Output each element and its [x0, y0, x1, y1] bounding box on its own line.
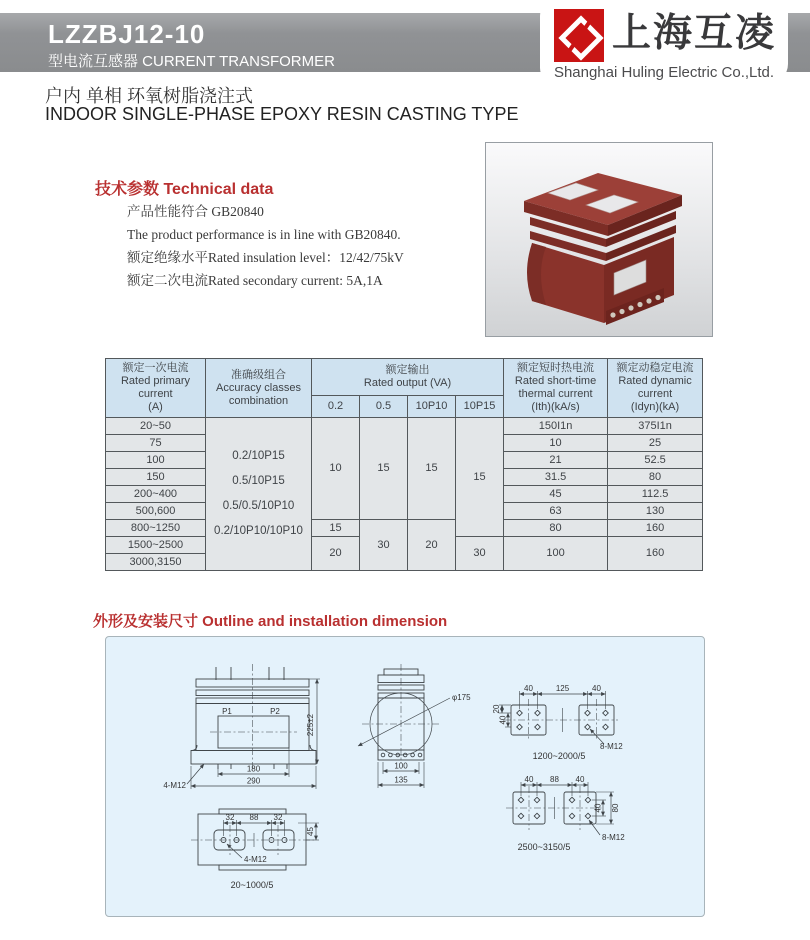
thermal-cell: 150I1n	[504, 418, 608, 435]
tech-line: The product performance is in line with GB20840.	[127, 227, 401, 242]
dynamic-cell: 130	[608, 503, 703, 520]
thermal-cell: 80	[504, 520, 608, 537]
accuracy-line: 0.5/10P15	[232, 475, 285, 487]
col-accuracy-cn: 准确级组合	[231, 368, 286, 381]
subcol-10p15: 10P15	[456, 395, 504, 417]
table-row	[106, 418, 703, 435]
output-10p10-cell: 15	[408, 418, 456, 520]
subcol-02: 0.2	[312, 395, 360, 417]
col-accuracy-en: Accuracy classes combination	[216, 381, 301, 407]
col-dynamic-header	[608, 359, 703, 418]
output-02-cell: 20	[312, 537, 360, 571]
dynamic-cell: 112.5	[608, 486, 703, 503]
model-title: LZZBJ12-10	[48, 19, 206, 49]
mount-c-dim3: 32	[273, 813, 283, 822]
col-thermal-en: Rated short-time thermal current	[514, 375, 597, 400]
col-thermal-cn: 额定短时热电流	[517, 362, 595, 374]
dynamic-cell: 52.5	[608, 452, 703, 469]
thermal-cell: 31.5	[504, 469, 608, 486]
output-05-cell: 15	[360, 418, 408, 520]
col-dynamic-cn: 额定动稳定电流	[616, 362, 694, 374]
col-output-header	[312, 359, 504, 396]
col-dynamic-en: Rated dynamic current	[618, 375, 692, 400]
output-10p10-cell: 20	[408, 520, 456, 571]
thermal-cell: 10	[504, 435, 608, 452]
spec-table	[105, 358, 703, 571]
accuracy-line: 0.5/0.5/10P10	[222, 500, 295, 512]
model-subtitle: 型电流互感器 CURRENT TRANSFORMER	[48, 53, 335, 70]
outline-drawing-panel	[105, 636, 705, 917]
col-primary-header	[106, 359, 206, 418]
terminal-p2-label: P2	[270, 707, 280, 716]
mount-a-bolt-label: 8-M12	[600, 742, 623, 751]
mount-a-dim3: 40	[592, 684, 601, 693]
intro-line-en: INDOOR SINGLE-PHASE EPOXY RESIN CASTING TYPE	[45, 104, 519, 124]
mount-a-dim1: 40	[524, 684, 533, 693]
primary-cell: 20~50	[106, 418, 206, 435]
col-thermal-header	[504, 359, 608, 418]
output-02-cell: 10	[312, 418, 360, 520]
huling-diamond-logo-icon	[554, 9, 604, 62]
mount-c-dimv: 45	[306, 827, 315, 836]
primary-cell: 500,600	[106, 503, 206, 520]
output-10p15-cell: 15	[456, 418, 504, 537]
bolt-4m12-front-label: 4-M12	[163, 781, 186, 790]
col-accuracy-header	[206, 359, 312, 418]
terminal-p1-label: P1	[222, 707, 232, 716]
tech-line: 额定二次电流Rated secondary current: 5A,1A	[127, 273, 383, 288]
primary-cell: 75	[106, 435, 206, 452]
dim-diameter-label: φ175	[452, 693, 471, 702]
accuracy-line: 0.2/10P15	[232, 450, 285, 462]
dynamic-cell: 160	[608, 520, 703, 537]
dynamic-cell: 80	[608, 469, 703, 486]
table-row	[106, 520, 703, 537]
dim-290-label: 290	[246, 776, 261, 786]
col-dynamic-unit: (Idyn)(kA)	[630, 401, 680, 413]
mount-b-dim1: 40	[524, 775, 534, 784]
mount-c-dim1: 32	[225, 813, 235, 822]
col-primary-unit: (A)	[148, 401, 163, 413]
dim-height-label: 225±2	[306, 713, 315, 737]
output-05-cell: 30	[360, 520, 408, 571]
primary-cell: 150	[106, 469, 206, 486]
table-header-row	[106, 359, 703, 396]
col-output-en: Rated output (VA)	[363, 376, 452, 389]
mount-c-caption: 20~1000/5	[230, 880, 274, 890]
mount-c-bolt-label: 4-M12	[244, 855, 267, 864]
mount-b-dim2: 88	[550, 775, 559, 784]
brand-name-cn: 上海互凌	[612, 12, 777, 55]
mount-a-dim2: 125	[555, 684, 570, 693]
mount-b-bolt-label: 8-M12	[602, 833, 625, 842]
mount-b-dimv1: 40	[593, 803, 603, 813]
mount-b-dimv2: 80	[611, 803, 620, 813]
output-10p15-cell: 30	[456, 537, 504, 571]
col-thermal-unit: (Ith)(kA/s)	[531, 401, 580, 413]
mount-a-dimv1: 20	[492, 704, 501, 714]
tech-line: 产品性能符合 GB20840	[127, 204, 264, 219]
primary-cell: 200~400	[106, 486, 206, 503]
outline-section-title: 外形及安装尺寸 Outline and installation dimension	[93, 613, 448, 630]
mount-a-dimv2: 40	[498, 715, 508, 725]
dynamic-cell: 375I1n	[608, 418, 703, 435]
col-primary-cn: 额定一次电流	[122, 362, 189, 374]
outline-drawing	[106, 637, 704, 916]
dim-135-label: 135	[394, 775, 408, 785]
technical-data-title: 技术参数 Technical data	[95, 181, 274, 198]
thermal-cell: 21	[504, 452, 608, 469]
tech-line: 额定绝缘水平Rated insulation level：12/42/75kV	[127, 250, 404, 265]
technical-data-lines	[127, 200, 404, 292]
accuracy-line: 0.2/10P10/10P10	[214, 525, 303, 537]
output-02-cell: 15	[312, 520, 360, 537]
mount-b-dim3: 40	[575, 775, 585, 784]
intro-line-cn: 户内 单相 环氧树脂浇注式	[45, 86, 254, 106]
primary-cell: 3000,3150	[106, 554, 206, 571]
dim-180-label: 180	[246, 764, 261, 774]
mount-a-caption: 1200~2000/5	[532, 751, 586, 761]
mount-b-caption: 2500~3150/5	[517, 842, 571, 852]
dynamic-cell: 160	[608, 537, 703, 571]
subcol-05: 0.5	[360, 395, 408, 417]
company-logo-box	[540, 0, 788, 84]
col-output-cn: 额定输出	[385, 363, 430, 376]
dim-100-label: 100	[394, 761, 408, 771]
thermal-cell: 100	[504, 537, 608, 571]
primary-cell: 800~1250	[106, 520, 206, 537]
product-photo	[485, 142, 713, 337]
primary-cell: 100	[106, 452, 206, 469]
transformer-illustration	[486, 143, 712, 336]
subcol-10p10: 10P10	[408, 395, 456, 417]
brand-name-en: Shanghai Huling Electric Co.,Ltd.	[553, 64, 775, 81]
thermal-cell: 63	[504, 503, 608, 520]
mount-c-dim2: 88	[249, 813, 259, 822]
accuracy-cell	[206, 418, 312, 571]
thermal-cell: 45	[504, 486, 608, 503]
dynamic-cell: 25	[608, 435, 703, 452]
col-primary-en: Rated primary current	[120, 375, 191, 400]
primary-cell: 1500~2500	[106, 537, 206, 554]
